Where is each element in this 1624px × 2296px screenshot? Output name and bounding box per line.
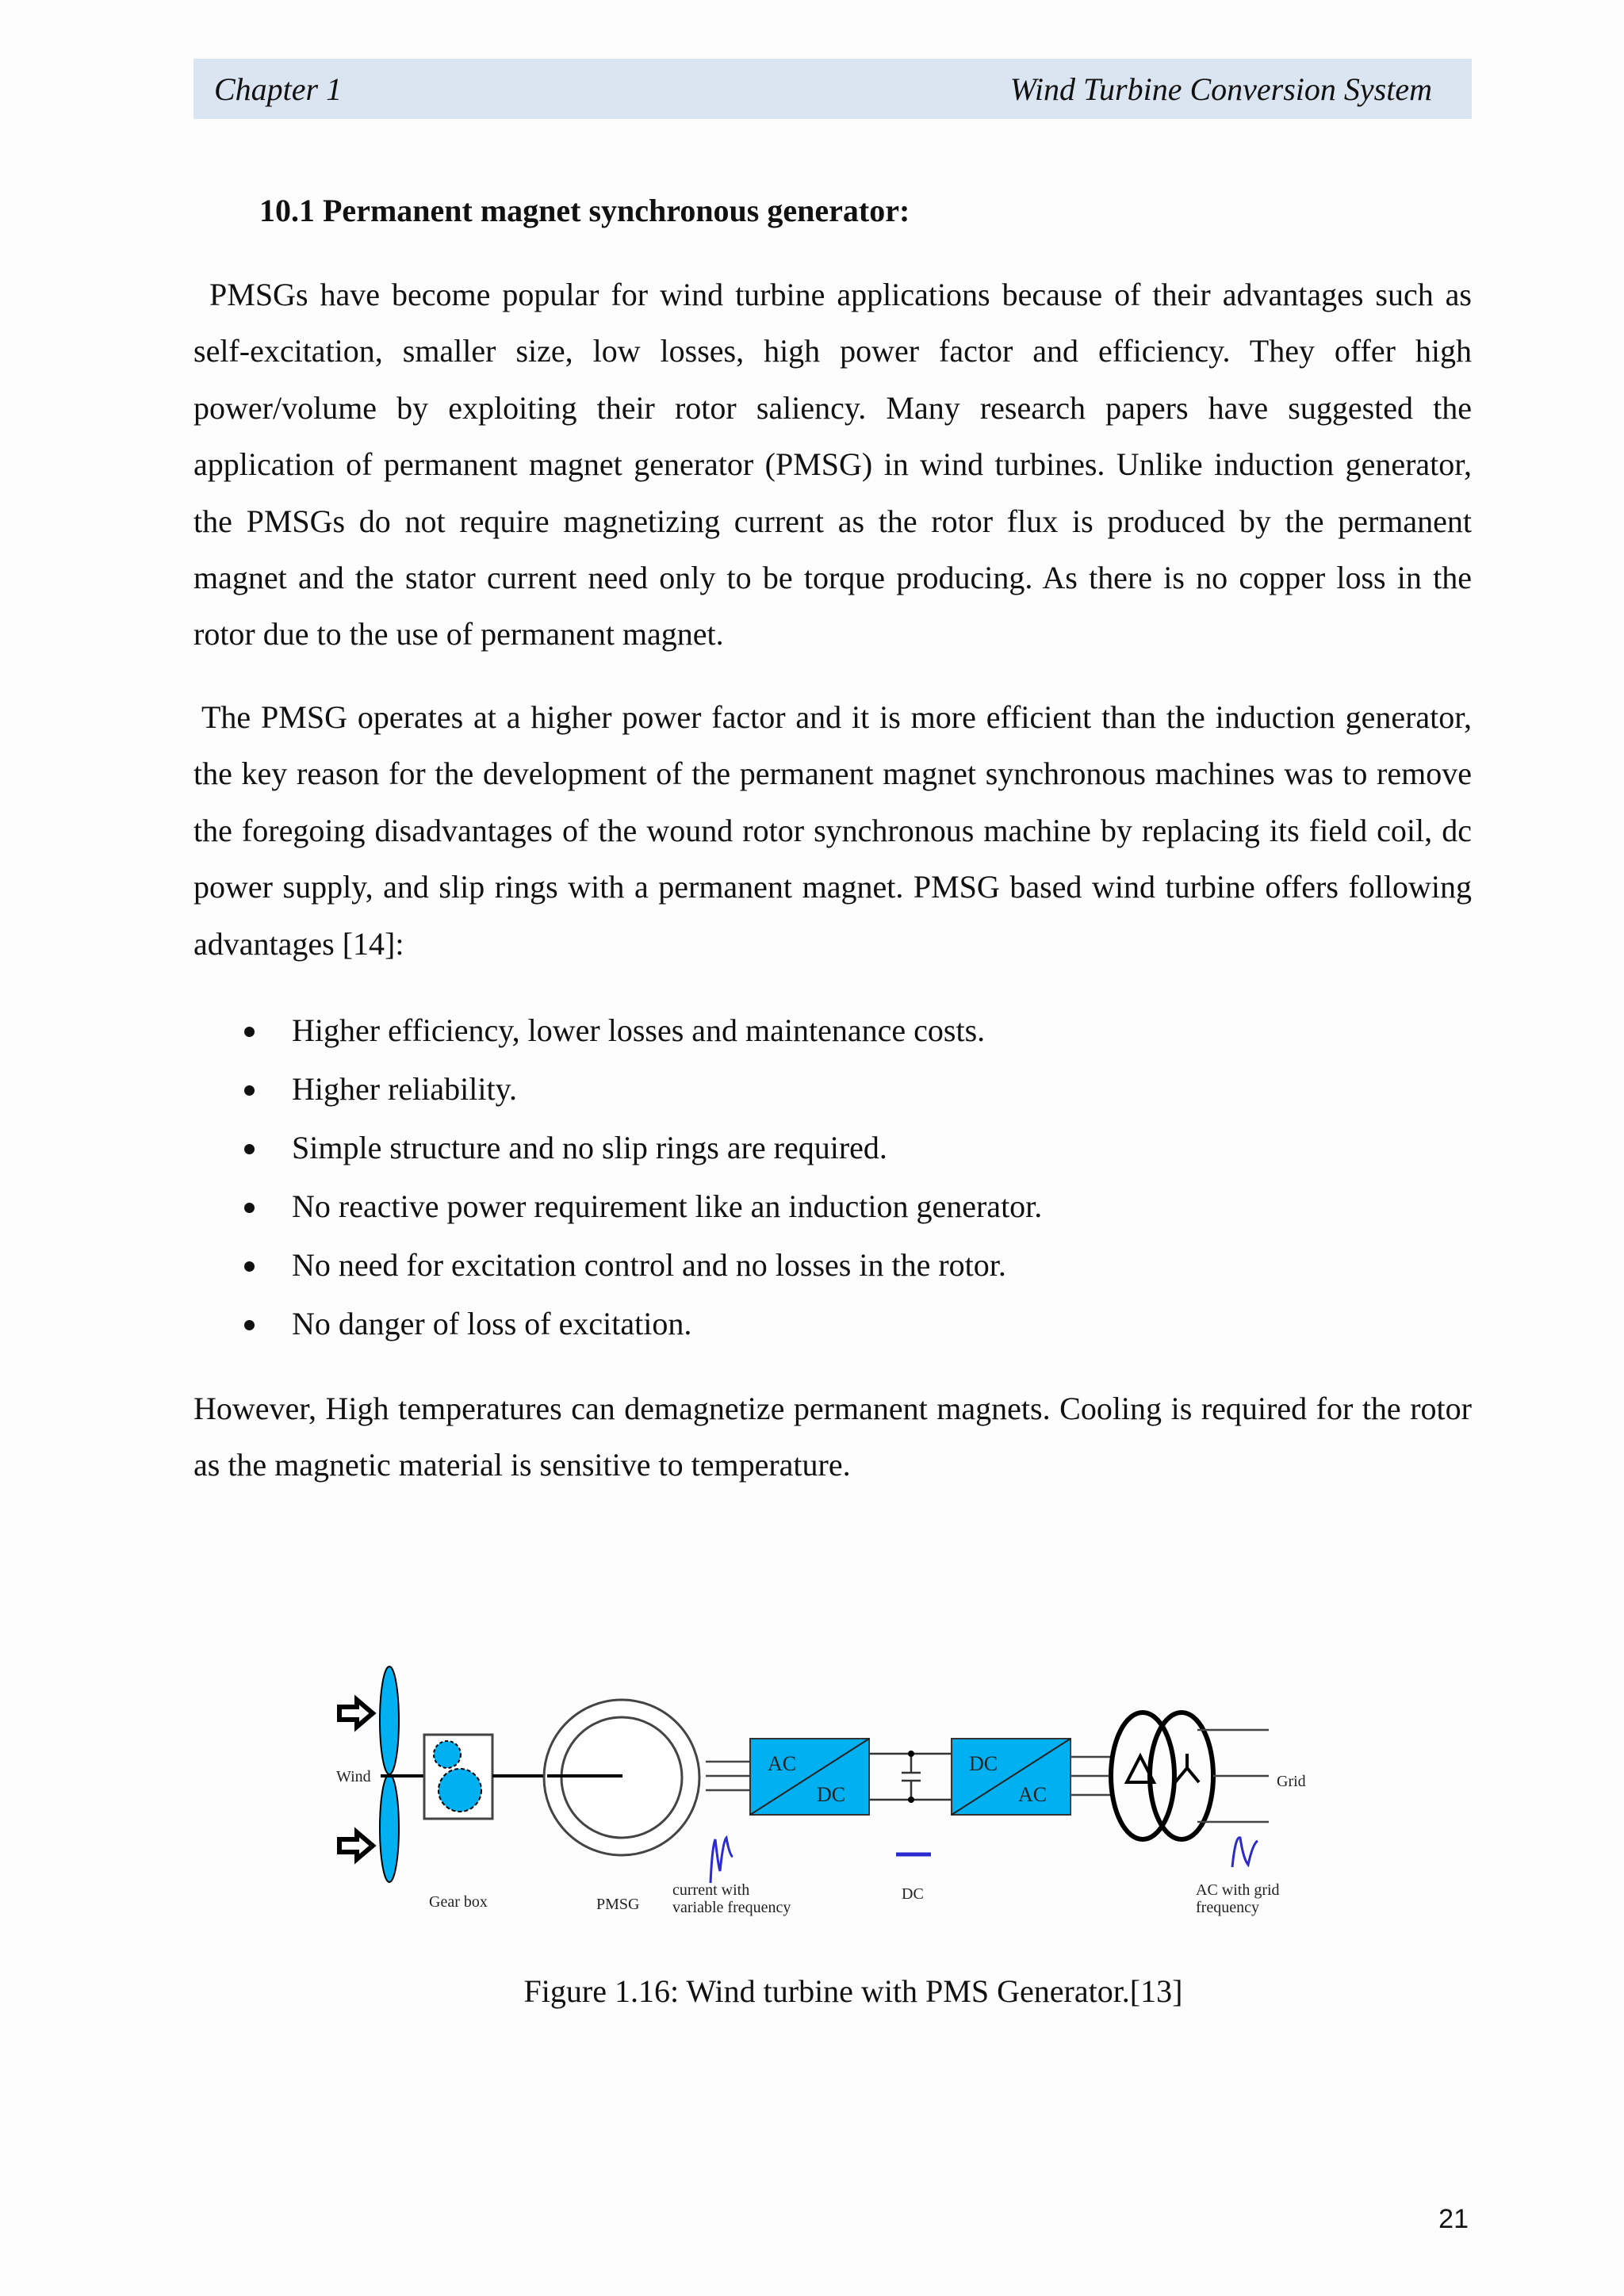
list-item-text: Higher efficiency, lower losses and maintenance costs. <box>292 1012 986 1048</box>
wind-arrow-icon <box>339 1700 373 1727</box>
gear-large-icon <box>439 1769 481 1812</box>
bullet-icon <box>244 1144 255 1154</box>
rectifier-ac-label: AC <box>768 1752 797 1775</box>
paragraph-pmsg-efficiency: The PMSG operates at a higher power factor and it is more efficient than the induction generator, the key reason for the development of the permanent magnet synchronous machines was to remove the foregoing disadvantages of the wound rotor synchronous machine by replacing its field coil, dc power supply, and slip rings with a permanent magnet. PMSG based wind turbine offers following advantages [14]: <box>193 699 1472 962</box>
grid-frequency-wave-icon <box>1232 1838 1258 1867</box>
three-phase-lines <box>706 1762 750 1790</box>
section-title: 10.1 Permanent magnet synchronous generator: <box>259 193 910 228</box>
list-item-text: No need for excitation control and no losses in the rotor. <box>292 1247 1006 1283</box>
dc-node <box>908 1797 914 1803</box>
ac-grid-label-line2: frequency <box>1196 1899 1259 1916</box>
pmsg-label: PMSG <box>596 1896 640 1913</box>
dc-node <box>908 1751 914 1757</box>
paragraph-pmsg-intro: PMSGs have become popular for wind turbine applications because of their advantages such as self-excitation, smaller size, low losses, high power factor and efficiency. They offer high power/volume by exploiting their rotor saliency. Many research papers have suggested the application of permanent magnet generator (PMSG) in wind turbines. Unlike induction generator, the PMSGs do not require magnetizing current as the rotor flux is produced by the permanent magnet and the stator current need only to be torque producing. As there is no copper loss in the rotor due to the use of permanent magnet. <box>193 277 1472 652</box>
dc-label: DC <box>902 1885 924 1903</box>
grid-label: Grid <box>1277 1773 1306 1790</box>
list-item <box>193 1001 1472 1060</box>
list-item <box>193 1177 1472 1236</box>
list-item-text: No danger of loss of excitation. <box>292 1306 692 1341</box>
variable-frequency-wave-icon <box>710 1838 733 1883</box>
figure-caption: Figure 1.16: Wind turbine with PMS Generator.[13] <box>523 1973 1183 2009</box>
turbine-blade-top <box>380 1667 399 1774</box>
list-item-text: No reactive power requirement like an induction generator. <box>292 1188 1043 1224</box>
running-header <box>193 59 1472 119</box>
gear-small-icon <box>434 1741 461 1768</box>
wind-label: Wind <box>336 1768 371 1785</box>
inverter-ac-label: AC <box>1018 1783 1048 1806</box>
list-item <box>193 1060 1472 1119</box>
wye-winding-icon <box>1175 1754 1199 1782</box>
wind-arrow-icon <box>339 1832 373 1859</box>
bullet-icon <box>244 1203 255 1213</box>
bullet-icon <box>244 1320 255 1330</box>
current-label-line1: current with <box>672 1881 750 1899</box>
gearbox-label: Gear box <box>429 1893 488 1911</box>
header-chapter: Chapter 1 <box>214 71 343 107</box>
list-item-text: Higher reliability. <box>292 1071 517 1107</box>
paragraph-demagnetization: However, High temperatures can demagnetize permanent magnets. Cooling is required for the rotor as the magnetic material is sensitive to temperature. <box>193 1391 1472 1483</box>
header-title: Wind Turbine Conversion System <box>1009 71 1432 107</box>
bullet-icon <box>244 1085 255 1096</box>
list-item-text: Simple structure and no slip rings are required. <box>292 1130 887 1165</box>
inverter-dc-label: DC <box>969 1752 998 1775</box>
three-phase-lines <box>1071 1757 1112 1795</box>
list-item <box>193 1119 1472 1177</box>
current-label-line2: variable frequency <box>672 1899 791 1916</box>
advantages-list <box>193 1001 1472 1353</box>
pmsg-system-diagram <box>317 1649 1332 1934</box>
list-item <box>193 1236 1472 1295</box>
ac-grid-label-line1: AC with grid <box>1196 1881 1280 1899</box>
transformer-primary <box>1111 1712 1174 1839</box>
rectifier-dc-label: DC <box>817 1783 846 1806</box>
bullet-icon <box>244 1027 255 1037</box>
dc-link <box>869 1754 952 1800</box>
turbine-blade-bottom <box>380 1774 399 1882</box>
page-number: 21 <box>1438 2204 1469 2234</box>
list-item <box>193 1295 1472 1353</box>
bullet-icon <box>244 1261 255 1272</box>
